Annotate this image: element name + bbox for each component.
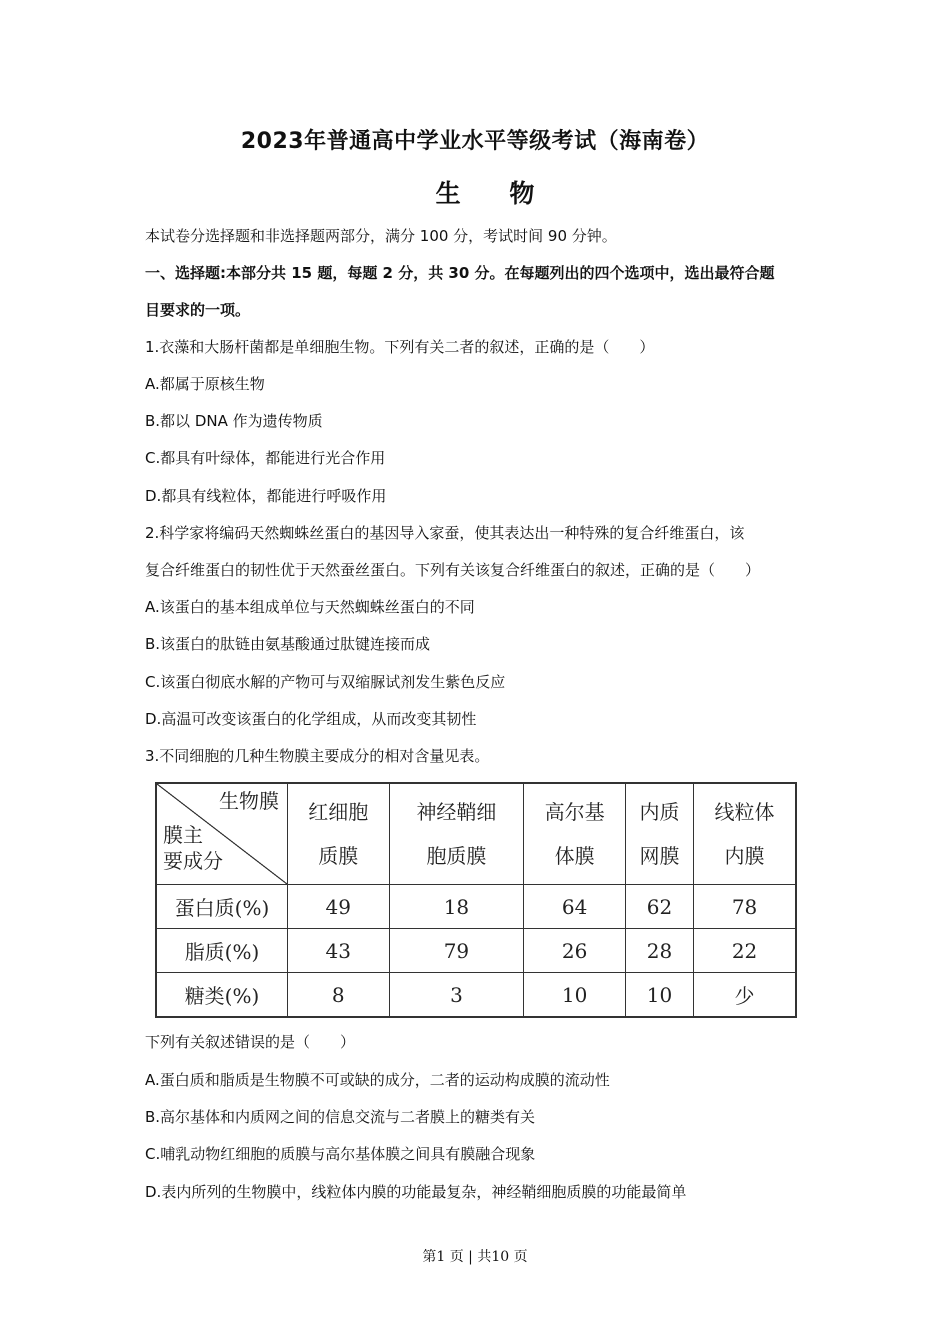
table-cell: 10 xyxy=(625,973,693,1018)
table-cell: 43 xyxy=(288,929,390,973)
q2-option-d: D.高温可改变该蛋白的化学组成，从而改变其韧性 xyxy=(145,710,477,728)
table-cell: 10 xyxy=(524,973,626,1018)
table-cell: 62 xyxy=(625,885,693,929)
exam-intro: 本试卷分选择题和非选择题两部分，满分 100 分，考试时间 90 分钟。 xyxy=(145,227,617,245)
table-cell: 8 xyxy=(288,973,390,1018)
column-header: 内质 网膜 xyxy=(625,783,693,885)
table-row xyxy=(156,929,796,973)
column-header: 神经鞘细 胞质膜 xyxy=(389,783,524,885)
q1-option-b: B.都以 DNA 作为遗传物质 xyxy=(145,412,323,430)
table-corner-cell xyxy=(156,783,288,885)
q3-option-b: B.高尔基体和内质网之间的信息交流与二者膜上的糖类有关 xyxy=(145,1108,536,1126)
column-header: 红细胞 质膜 xyxy=(288,783,390,885)
table-cell: 18 xyxy=(389,885,524,929)
q2-option-b: B.该蛋白的肽链由氨基酸通过肽键连接而成 xyxy=(145,635,431,653)
table-row xyxy=(156,885,796,929)
row-label: 脂质(%) xyxy=(156,929,288,973)
q2-option-a: A.该蛋白的基本组成单位与天然蜘蛛丝蛋白的不同 xyxy=(145,598,475,616)
q2-stem-line2: 复合纤维蛋白的韧性优于天然蚕丝蛋白。下列有关该复合纤维蛋白的叙述，正确的是（ ） xyxy=(145,561,761,579)
corner-label-line1: 膜主 xyxy=(163,823,203,847)
q3-option-d: D.表内所列的生物膜中，线粒体内膜的功能最复杂，神经鞘细胞质膜的功能最简单 xyxy=(145,1183,687,1201)
corner-label-component xyxy=(163,822,223,874)
corner-label-line2: 要成分 xyxy=(163,849,223,873)
q3-stem: 3.不同细胞的几种生物膜主要成分的相对含量见表。 xyxy=(145,747,490,765)
table-cell: 79 xyxy=(389,929,524,973)
table-cell: 22 xyxy=(694,929,796,973)
q2-stem-line1: 2.科学家将编码天然蜘蛛丝蛋白的基因导入家蚕，使其表达出一种特殊的复合纤维蛋白，该 xyxy=(145,524,745,542)
table-cell: 3 xyxy=(389,973,524,1018)
column-header: 线粒体 内膜 xyxy=(694,783,796,885)
exam-title: 2023年普通高中学业水平等级考试（海南卷） xyxy=(240,129,710,154)
table-cell: 78 xyxy=(694,885,796,929)
corner-label-membrane: 生物膜 xyxy=(219,789,279,813)
section-heading-line1: 一、选择题:本部分共 15 题，每题 2 分，共 30 分。在每题列出的四个选项中，选出最符合题 xyxy=(145,264,775,282)
subject-title: 生 物 xyxy=(435,179,555,208)
page-footer: 第1 页 | 共10 页 xyxy=(422,1249,528,1265)
table-cell: 64 xyxy=(524,885,626,929)
table-cell: 49 xyxy=(288,885,390,929)
q1-option-c: C.都具有叶绿体，都能进行光合作用 xyxy=(145,449,386,467)
q3-question: 下列有关叙述错误的是（ ） xyxy=(145,1033,356,1051)
membrane-composition-table xyxy=(155,782,797,1018)
q1-option-a: A.都属于原核生物 xyxy=(145,375,265,393)
column-header: 高尔基 体膜 xyxy=(524,783,626,885)
q3-option-c: C.哺乳动物红细胞的质膜与高尔基体膜之间具有膜融合现象 xyxy=(145,1145,536,1163)
row-label: 糖类(%) xyxy=(156,973,288,1018)
q2-option-c: C.该蛋白彻底水解的产物可与双缩脲试剂发生紫色反应 xyxy=(145,673,506,691)
q3-option-a: A.蛋白质和脂质是生物膜不可或缺的成分，二者的运动构成膜的流动性 xyxy=(145,1071,610,1089)
table-row xyxy=(156,973,796,1018)
row-label: 蛋白质(%) xyxy=(156,885,288,929)
table-header-row xyxy=(156,783,796,885)
table-cell: 26 xyxy=(524,929,626,973)
q1-stem: 1.衣藻和大肠杆菌都是单细胞生物。下列有关二者的叙述，正确的是（ ） xyxy=(145,338,655,356)
section-heading-line2: 目要求的一项。 xyxy=(145,301,251,319)
q1-option-d: D.都具有线粒体，都能进行呼吸作用 xyxy=(145,487,387,505)
table-cell: 少 xyxy=(694,973,796,1018)
table-cell: 28 xyxy=(625,929,693,973)
